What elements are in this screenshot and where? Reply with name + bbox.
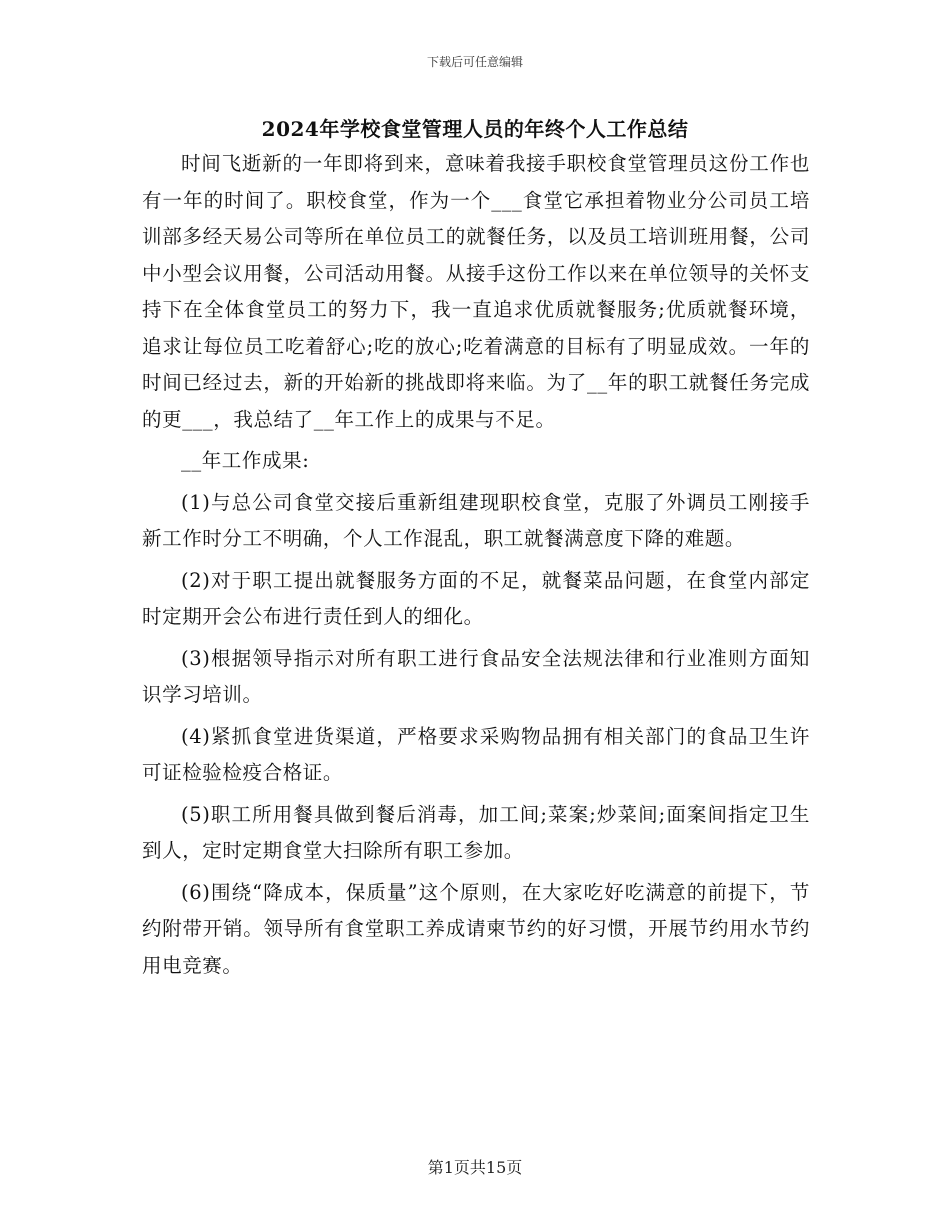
list-item: (6)围绕“降成本，保质量”这个原则，在大家吃好吃满意的前提下，节约附带开销。领导所有食堂职工养成请柬节约的好习惯，开展节约用水节约用电竞赛。 (142, 880, 810, 977)
header-note: 下载后可任意编辑 (426, 55, 523, 69)
list-item: (5)职工所用餐具做到餐后消毒，加工间;菜案;炒菜间;面案间指定卫生到人，定时定期食堂大扫除所有职工参加。 (142, 802, 810, 862)
document-title: 2024年学校食堂管理人员的年终个人工作总结 (261, 117, 689, 141)
list-item: (3)根据领导指示对所有职工进行食品安全法规法律和行业准则方面知识学习培训。 (142, 646, 810, 706)
document-body (142, 146, 810, 984)
list-item: (1)与总公司食堂交接后重新组建现职校食堂，克服了外调员工刚接手新工作时分工不明确，个人工作混乱，职工就餐满意度下降的难题。 (142, 490, 810, 550)
section-heading: __年工作成果: (181, 449, 310, 472)
list-item: (2)对于职工提出就餐服务方面的不足，就餐菜品问题，在食堂内部定时定期开会公布进行责任到人的细化。 (142, 568, 810, 628)
intro-paragraph: 时间飞逝新的一年即将到来，意味着我接手职校食堂管理员这份工作也有一年的时间了。职校食堂，作为一个___食堂它承担着物业分公司员工培训部多经天易公司等所在单位员工的就餐任务，以及员工培训班用餐，公司中小型会议用餐，公司活动用餐。从接手这份工作以来在单位领导的关怀支持下在全体食堂员工的努力下，我一直追求优质就餐服务;优质就餐环境，追求让每位员工吃着舒心;吃的放心;吃着满意的目标有了明显成效。一年的时间已经过去，新的开始新的挑战即将来临。为了__年的职工就餐任务完成的更___，我总结了__年工作上的成果与不足。 (142, 152, 810, 431)
page-indicator: 第1页共15页 (427, 1158, 523, 1177)
list-item: (4)紧抓食堂进货渠道，严格要求采购物品拥有相关部门的食品卫生许可证检验检疫合格证。 (142, 724, 810, 784)
